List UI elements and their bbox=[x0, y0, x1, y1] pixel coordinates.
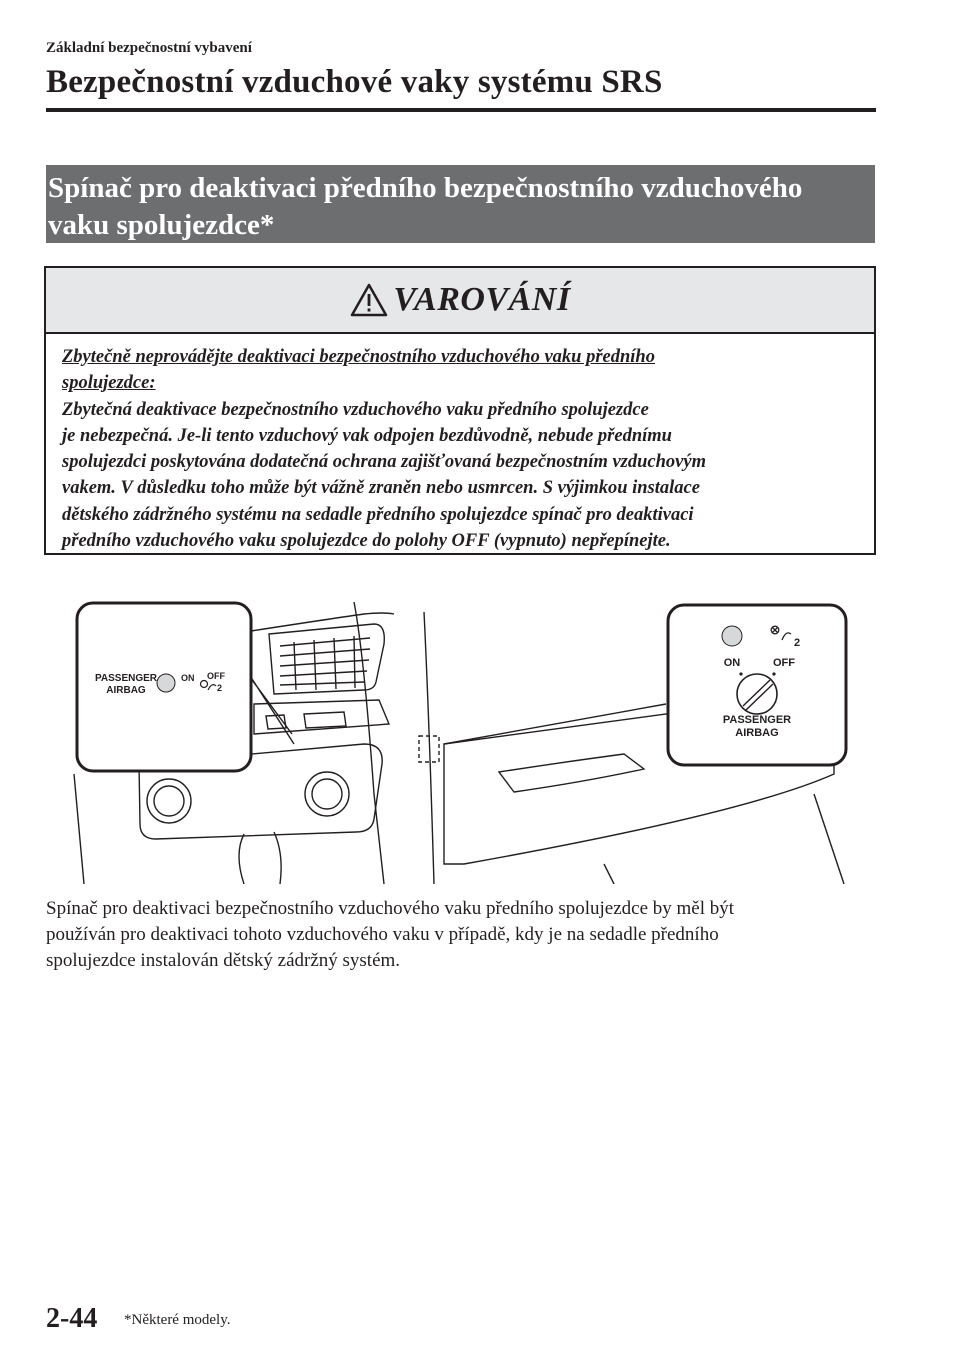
right-callout-on: ON bbox=[723, 657, 741, 669]
page-number: 2-44 bbox=[46, 1303, 98, 1334]
warning-title: VAROVÁNÍ bbox=[393, 281, 571, 318]
left-callout-off: OFF bbox=[207, 671, 225, 681]
warning-header bbox=[46, 268, 874, 334]
warning-body bbox=[46, 334, 874, 554]
dashboard-illustration bbox=[44, 594, 878, 884]
breadcrumb: Základní bezpečnostní vybavení bbox=[46, 40, 252, 56]
warning-line: předního vzduchového vaku spolujezdce do polohy OFF (vypnuto) nepřepínejte. bbox=[62, 531, 671, 552]
warning-line: vakem. V důsledku toho může být vážně zraněn nebo usmrcen. S výjimkou instalace bbox=[62, 478, 700, 499]
left-callout-label1: PASSENGER bbox=[94, 673, 158, 684]
section-heading-line1: Spínač pro deaktivaci předního bezpečnostního vzduchového bbox=[48, 172, 803, 204]
warning-line: Zbytečná deaktivace bezpečnostního vzduchového vaku předního spolujezdce bbox=[62, 399, 649, 420]
section-heading-line2: vaku spolujezdce* bbox=[48, 209, 275, 241]
warning-line: je nebezpečná. Je-li tento vzduchový vak odpojen bezdůvodně, nebude přednímu bbox=[62, 425, 672, 446]
page-title: Bezpečnostní vzduchové vaky systému SRS bbox=[46, 64, 663, 100]
right-callout-label1: PASSENGER bbox=[722, 714, 792, 726]
left-callout-label2: AIRBAG bbox=[106, 685, 146, 696]
warning-line: dětského zádržného systému na sedadle předního spolujezdce spínač pro deaktivaci bbox=[62, 504, 694, 525]
warning-box bbox=[44, 266, 876, 555]
section-heading bbox=[46, 165, 875, 243]
warning-triangle-icon bbox=[349, 282, 389, 318]
left-callout bbox=[77, 603, 251, 771]
right-callout-num: 2 bbox=[794, 637, 801, 649]
caption-line: spolujezdce instalován dětský zádržný systém. bbox=[46, 950, 401, 971]
right-callout-label2: AIRBAG bbox=[735, 727, 779, 739]
caption bbox=[46, 896, 876, 974]
warning-lead-line2: spolujezdce: bbox=[62, 373, 156, 394]
footnote: *Některé modely. bbox=[124, 1312, 231, 1328]
key-switch-dial bbox=[737, 674, 777, 714]
right-callout bbox=[668, 605, 846, 765]
caption-line: používán pro deaktivaci tohoto vzduchového vaku v případě, kdy je na sedadle předního bbox=[46, 924, 719, 945]
caption-line: Spínač pro deaktivaci bezpečnostního vzduchového vaku předního spolujezdce by měl být bbox=[46, 898, 735, 919]
warning-lead-line1: Zbytečně neprovádějte deaktivaci bezpečnostního vzduchového vaku předního bbox=[62, 347, 655, 367]
title-rule bbox=[46, 108, 876, 112]
left-callout-num: 2 bbox=[217, 683, 223, 693]
warning-line: spolujezdci poskytována dodatečná ochrana zajišťovaná bezpečnostním vzduchovým bbox=[62, 452, 706, 473]
left-callout-on: ON bbox=[181, 673, 195, 683]
right-callout-off: OFF bbox=[773, 657, 795, 669]
